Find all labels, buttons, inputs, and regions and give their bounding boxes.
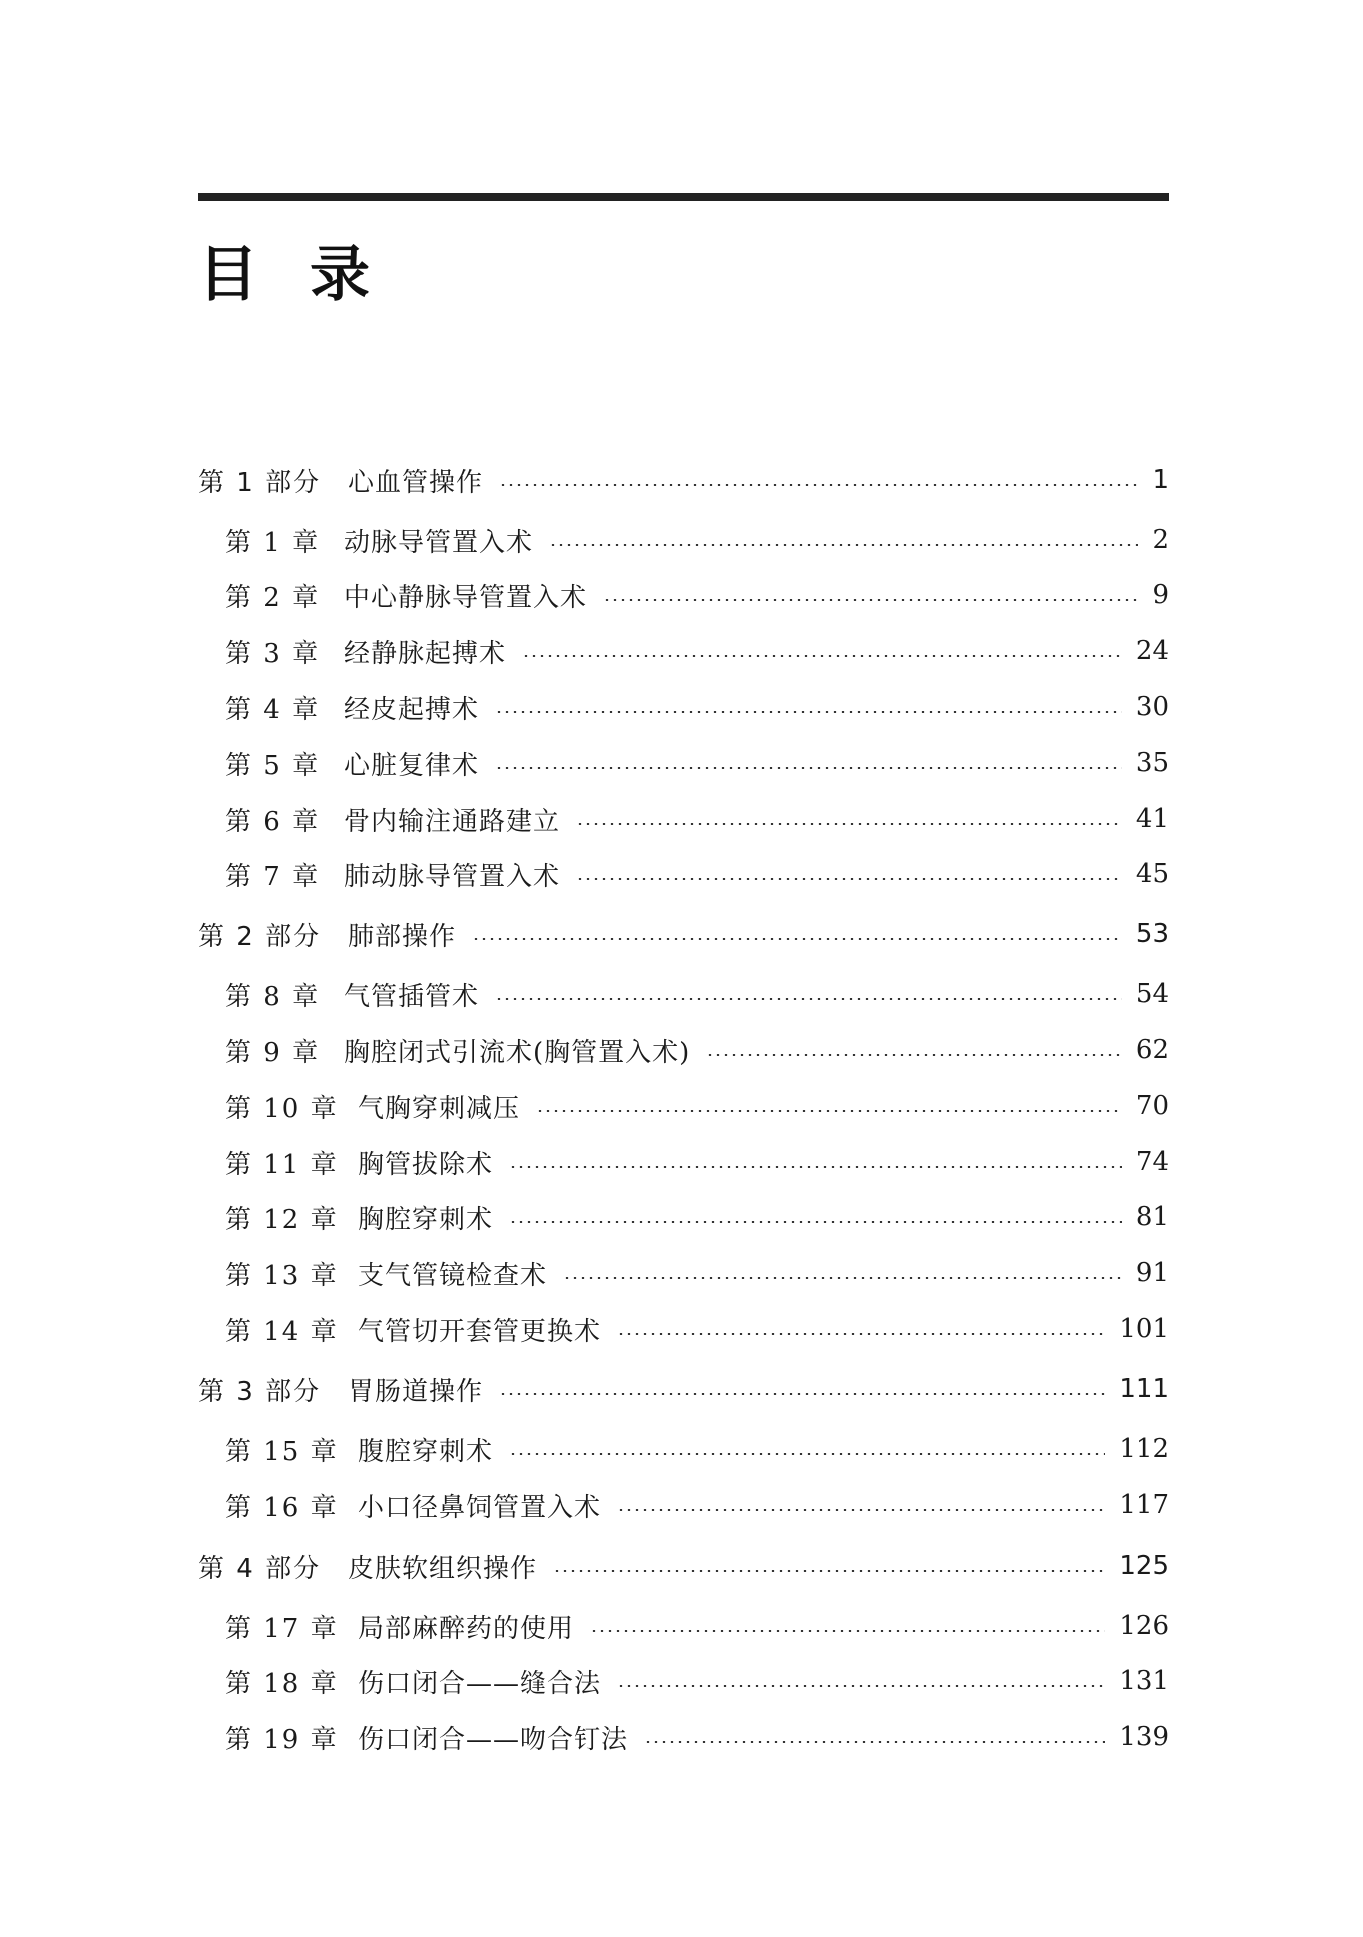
chapter-number: 第 1 章 xyxy=(225,527,321,558)
chapter-number: 第 13 章 xyxy=(225,1260,339,1291)
chapter-number: 第 7 章 xyxy=(225,861,321,892)
chapter-number: 第 3 章 xyxy=(225,638,321,669)
chapter-title: 胸管拔除术 xyxy=(358,1149,494,1180)
toc-part-entry[interactable] xyxy=(0,1546,1363,1586)
chapter-title: 局部麻醉药的使用 xyxy=(358,1613,575,1644)
toc-chapter-entry[interactable] xyxy=(0,1030,1363,1070)
chapter-title: 经皮起搏术 xyxy=(344,694,480,725)
dot-leader xyxy=(617,1685,1105,1687)
page-number: 101 xyxy=(1119,1314,1169,1344)
dot-leader xyxy=(549,544,1138,546)
dot-leader xyxy=(590,1630,1105,1632)
toc-part-entry[interactable] xyxy=(0,914,1363,954)
dot-leader xyxy=(617,1509,1105,1511)
chapter-title: 心脏复律术 xyxy=(344,750,480,781)
toc-part-entry[interactable] xyxy=(0,1369,1363,1409)
toc-chapter-entry[interactable] xyxy=(0,687,1363,727)
dot-leader xyxy=(553,1570,1105,1572)
chapter-number: 第 2 章 xyxy=(225,582,321,613)
dot-leader xyxy=(472,938,1122,940)
dot-leader xyxy=(706,1054,1122,1056)
page-number: 53 xyxy=(1135,919,1169,949)
dot-leader xyxy=(499,484,1138,486)
toc-chapter-entry[interactable] xyxy=(0,1606,1363,1646)
chapter-title: 肺动脉导管置入术 xyxy=(344,861,561,892)
chapter-number: 第 11 章 xyxy=(225,1149,339,1180)
toc-part-entry[interactable] xyxy=(0,460,1363,500)
page-number: 70 xyxy=(1135,1091,1169,1121)
dot-leader xyxy=(495,998,1122,1000)
toc-chapter-entry[interactable] xyxy=(0,520,1363,560)
dot-leader xyxy=(495,767,1122,769)
page-number: 117 xyxy=(1119,1490,1169,1520)
toc-chapter-entry[interactable] xyxy=(0,1661,1363,1701)
dot-leader xyxy=(509,1453,1105,1455)
chapter-title: 胸腔穿刺术 xyxy=(358,1204,494,1235)
page-title: 目录 xyxy=(198,240,422,310)
part-number: 第 2 部分 xyxy=(198,921,322,952)
page-number: 45 xyxy=(1135,859,1169,889)
chapter-number: 第 15 章 xyxy=(225,1436,339,1467)
dot-leader xyxy=(536,1110,1122,1112)
toc-chapter-entry[interactable] xyxy=(0,1717,1363,1757)
part-number: 第 4 部分 xyxy=(198,1553,322,1584)
chapter-title: 气管插管术 xyxy=(344,981,480,1012)
part-title: 皮肤软组织操作 xyxy=(348,1553,538,1584)
chapter-title: 伤口闭合——缝合法 xyxy=(358,1668,602,1699)
chapter-title: 胸腔闭式引流术(胸管置入术) xyxy=(344,1037,691,1068)
dot-leader xyxy=(617,1333,1105,1335)
chapter-number: 第 17 章 xyxy=(225,1613,339,1644)
page-number: 112 xyxy=(1119,1434,1169,1464)
chapter-number: 第 5 章 xyxy=(225,750,321,781)
chapter-title: 腹腔穿刺术 xyxy=(358,1436,494,1467)
chapter-number: 第 9 章 xyxy=(225,1037,321,1068)
toc-chapter-entry[interactable] xyxy=(0,575,1363,615)
dot-leader xyxy=(644,1741,1105,1743)
dot-leader xyxy=(603,599,1138,601)
chapter-number: 第 18 章 xyxy=(225,1668,339,1699)
dot-leader xyxy=(509,1221,1122,1223)
page-number: 74 xyxy=(1135,1147,1169,1177)
toc-chapter-entry[interactable] xyxy=(0,631,1363,671)
dot-leader xyxy=(563,1277,1122,1279)
toc-chapter-entry[interactable] xyxy=(0,1309,1363,1349)
page-number: 1 xyxy=(1152,465,1169,495)
chapter-number: 第 10 章 xyxy=(225,1093,339,1124)
chapter-title: 气管切开套管更换术 xyxy=(358,1316,602,1347)
page-number: 24 xyxy=(1135,636,1169,666)
dot-leader xyxy=(509,1166,1122,1168)
part-title: 心血管操作 xyxy=(348,467,484,498)
chapter-title: 气胸穿刺减压 xyxy=(358,1093,521,1124)
chapter-title: 伤口闭合——吻合钉法 xyxy=(358,1724,629,1755)
chapter-title: 中心静脉导管置入术 xyxy=(344,582,588,613)
page-number: 125 xyxy=(1119,1551,1169,1581)
page-number: 81 xyxy=(1135,1202,1169,1232)
page-number: 62 xyxy=(1135,1035,1169,1065)
toc-chapter-entry[interactable] xyxy=(0,1086,1363,1126)
chapter-number: 第 19 章 xyxy=(225,1724,339,1755)
chapter-title: 经静脉起搏术 xyxy=(344,638,507,669)
top-rule xyxy=(198,193,1169,201)
toc-chapter-entry[interactable] xyxy=(0,1485,1363,1525)
chapter-title: 骨内输注通路建立 xyxy=(344,806,561,837)
toc-chapter-entry[interactable] xyxy=(0,854,1363,894)
toc-chapter-entry[interactable] xyxy=(0,743,1363,783)
page-number: 91 xyxy=(1135,1258,1169,1288)
page-number: 35 xyxy=(1135,748,1169,778)
part-number: 第 1 部分 xyxy=(198,467,322,498)
chapter-number: 第 16 章 xyxy=(225,1492,339,1523)
part-title: 肺部操作 xyxy=(348,921,457,952)
chapter-title: 小口径鼻饲管置入术 xyxy=(358,1492,602,1523)
toc-chapter-entry[interactable] xyxy=(0,1197,1363,1237)
dot-leader xyxy=(522,655,1122,657)
dot-leader xyxy=(576,823,1122,825)
dot-leader xyxy=(495,711,1122,713)
chapter-number: 第 4 章 xyxy=(225,694,321,725)
page-number: 41 xyxy=(1135,804,1169,834)
part-title: 胃肠道操作 xyxy=(348,1376,484,1407)
page-number: 9 xyxy=(1152,580,1169,610)
page-number: 111 xyxy=(1119,1374,1169,1404)
part-number: 第 3 部分 xyxy=(198,1376,322,1407)
chapter-number: 第 12 章 xyxy=(225,1204,339,1235)
chapter-title: 支气管镜检查术 xyxy=(358,1260,548,1291)
toc-chapter-entry[interactable] xyxy=(0,1253,1363,1293)
page-number: 139 xyxy=(1119,1722,1169,1752)
chapter-number: 第 14 章 xyxy=(225,1316,339,1347)
toc-chapter-entry[interactable] xyxy=(0,1429,1363,1469)
toc-chapter-entry[interactable] xyxy=(0,799,1363,839)
page-number: 54 xyxy=(1135,979,1169,1009)
page-number: 2 xyxy=(1152,525,1169,555)
chapter-number: 第 8 章 xyxy=(225,981,321,1012)
dot-leader xyxy=(499,1393,1105,1395)
chapter-title: 动脉导管置入术 xyxy=(344,527,534,558)
chapter-number: 第 6 章 xyxy=(225,806,321,837)
page-number: 126 xyxy=(1119,1611,1169,1641)
page-number: 30 xyxy=(1135,692,1169,722)
dot-leader xyxy=(576,878,1122,880)
page-number: 131 xyxy=(1119,1666,1169,1696)
toc-chapter-entry[interactable] xyxy=(0,1142,1363,1182)
toc-chapter-entry[interactable] xyxy=(0,974,1363,1014)
